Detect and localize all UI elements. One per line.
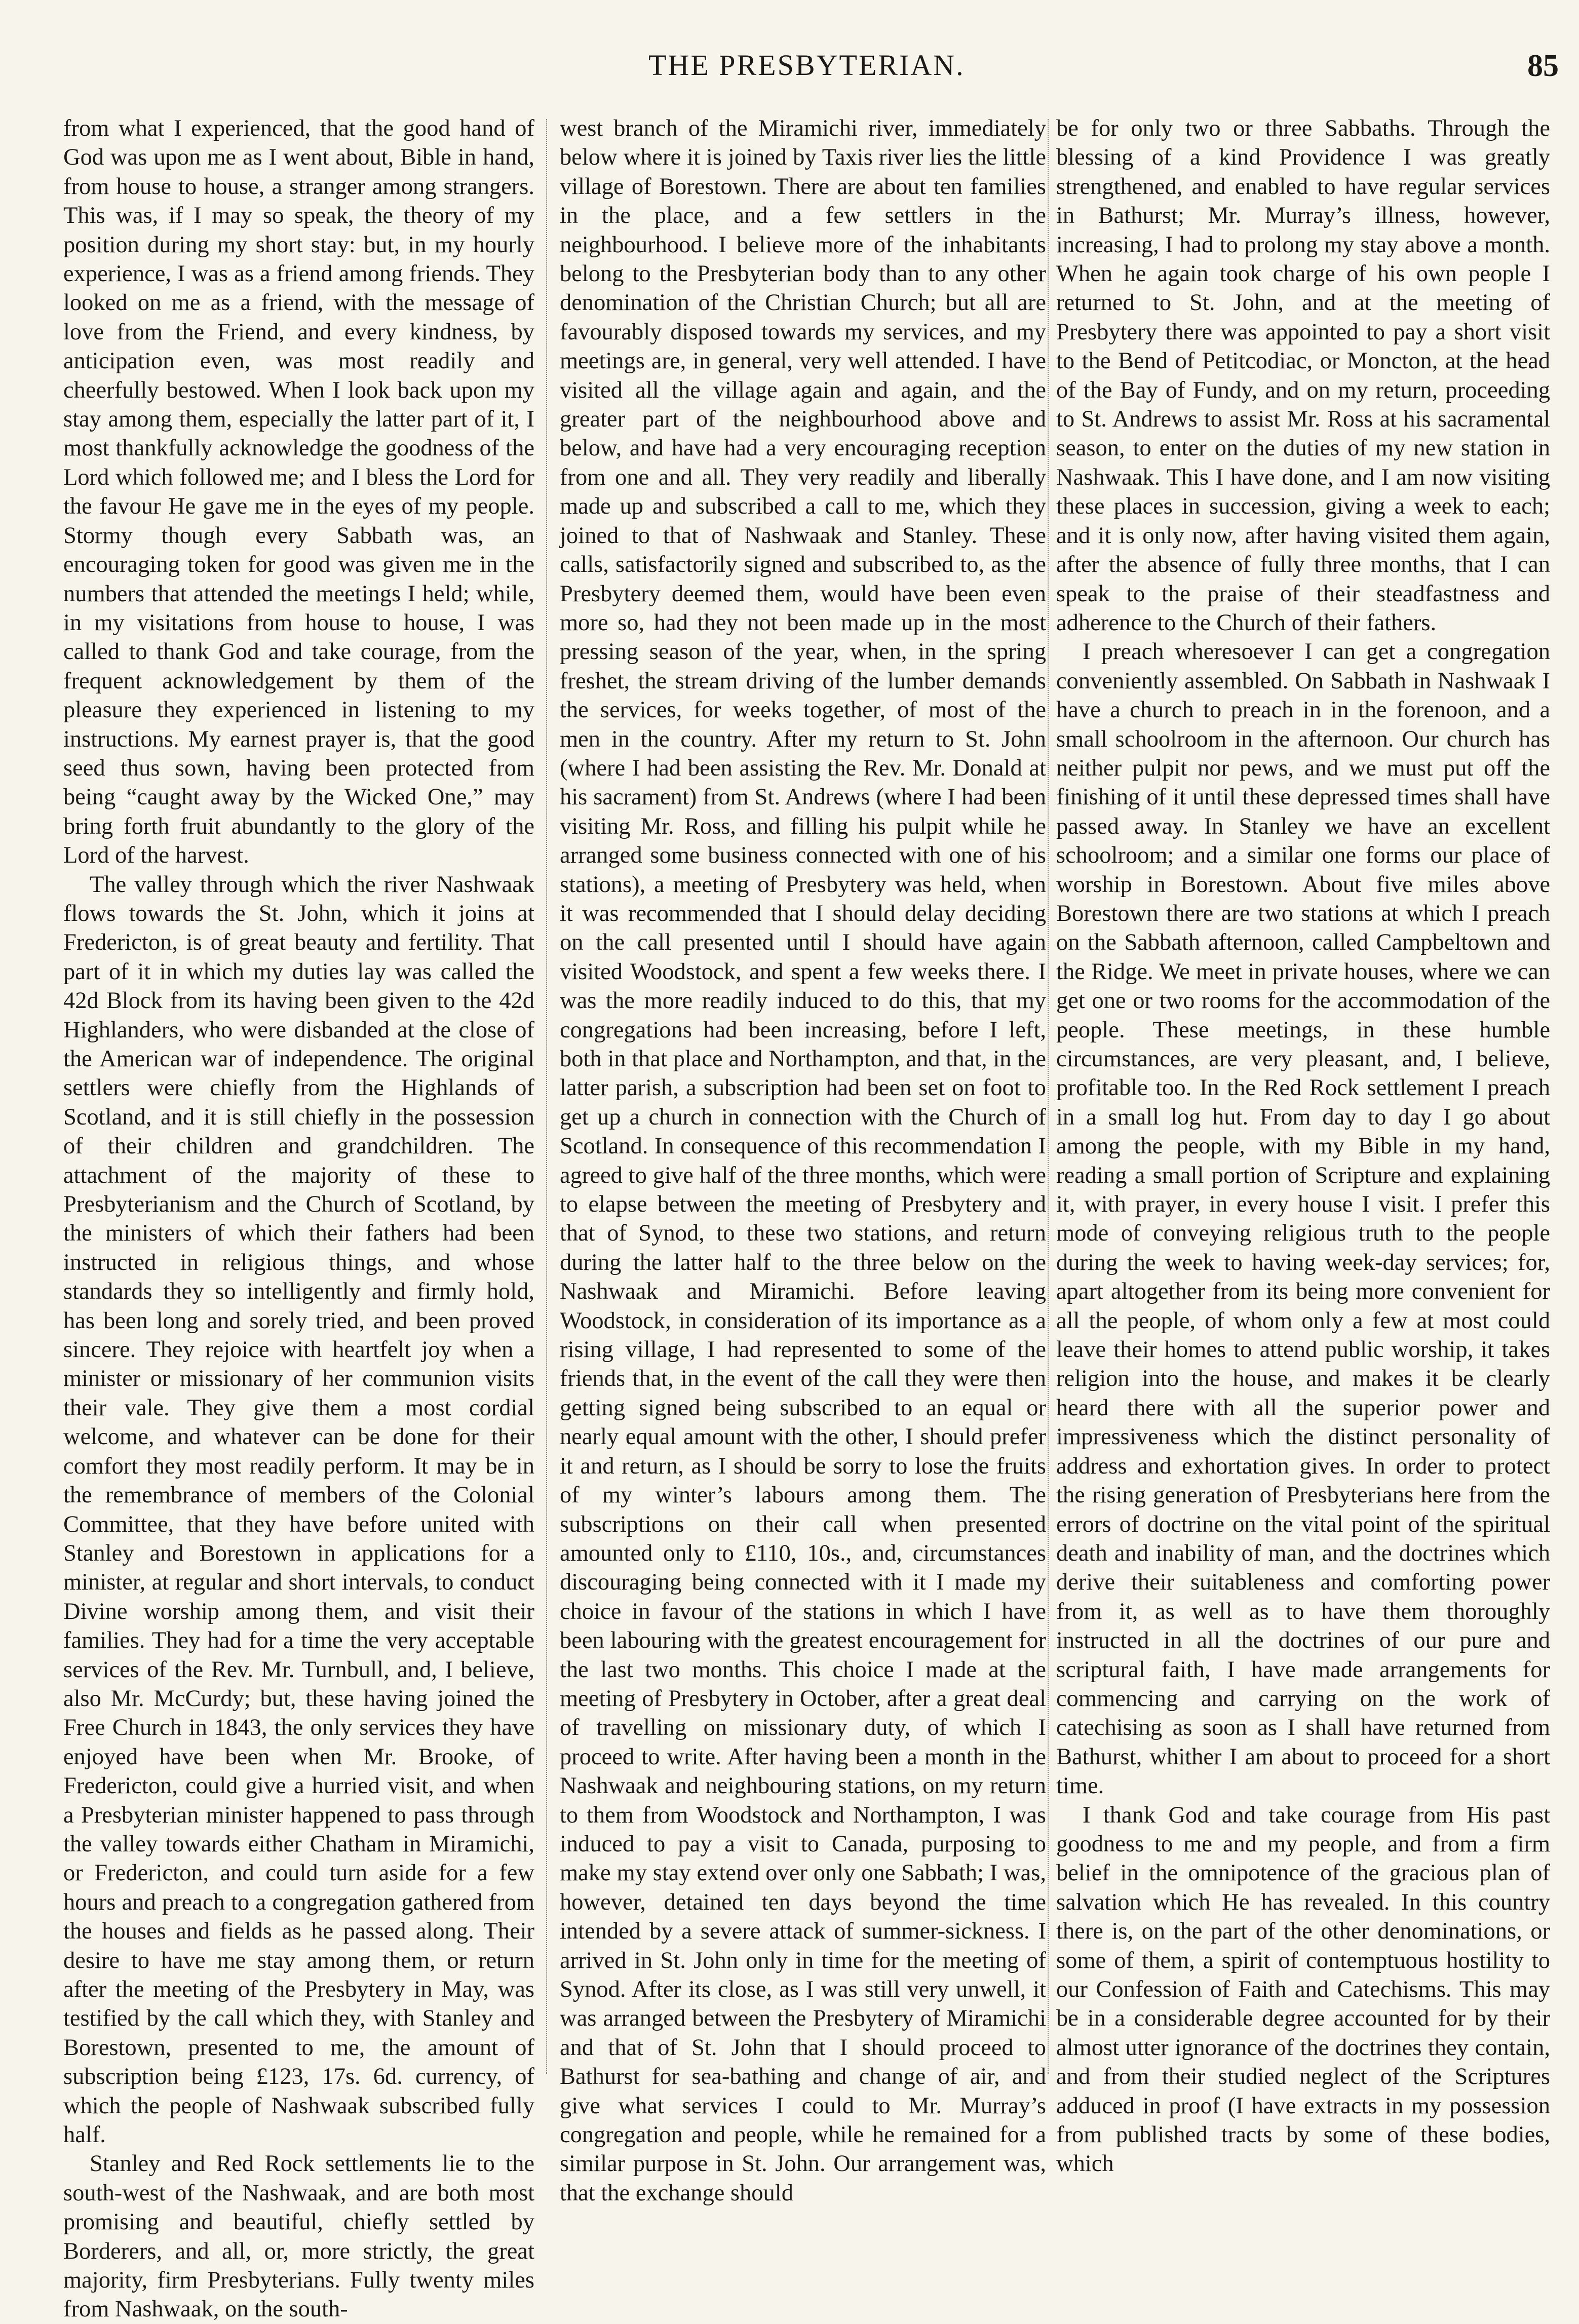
paragraph: be for only two or three Sabbaths. Through the blessing of a kind Providence I was greatly strengthened, and enabled to have regular services in Bathurst; Mr. Murray’s illness, however, increasing, I had to prolong my stay above a month. When he again took charge of his own people I returned to St. John, and at the meeting of Presbytery there was appointed to pay a short visit to the Bend of Petitcodiac, or Moncton, at the head of the Bay of Fundy, and on my return, proceeding to St. Andrews to assist Mr. Ross at his sacramental season, to enter on the duties of my new station in Nashwaak. This I have done, and I am now visiting these places in succession, giving a week to each; and it is only now, after having visited them again, after the absence of fully three months, that I can speak to the praise of their steadfastness and adherence to the Church of their fathers. [1056, 115, 1550, 636]
paragraph: from what I experienced, that the good hand of God was upon me as I went about, Bible in hand, from house to house, a stranger among strangers. This was, if I may so speak, the theory of my position during my short stay: but, in my hourly experience, I was as a friend among friends. They looked on me as a friend, with the message of love from the Friend, and every kindness, by anticipation even, was most readily and cheerfully bestowed. When I look back upon my stay among them, especially the latter part of it, I most thankfully acknowledge the goodness of the Lord which followed me; and I bless the Lord for the favour He gave me in the eyes of my people. Stormy though every Sabbath was, an encouraging token for good was given me in the numbers that attended the meetings I held; while, in my visitations from house to house, I was called to thank God and take courage, from the frequent acknowledgement by them of the pleasure they experienced in listening to my instructions. My earnest prayer is, that the good seed thus sown, having been protected from being “caught away by the Wicked One,” may bring forth fruit abundantly to the glory of the Lord of the harvest. [63, 115, 534, 869]
running-title: THE PRESBYTERIAN. [648, 49, 965, 82]
page-number: 85 [1527, 49, 1559, 83]
text-column-middle [560, 114, 1046, 2206]
text-column-right [1056, 114, 1550, 2177]
paragraph: west branch of the Miramichi river, immediately below where it is joined by Taxis river lies the little village of Borestown. There are about ten families in the place, and a few settlers in the neighbourhood. I believe more of the inhabitants belong to the Presbyterian body than to any other denomination of the Christian Church; but all are favourably disposed towards my services, and my meetings are, in general, very well attended. I have visited all the village again and again, and the greater part of the neighbourhood above and below, and have had a very encouraging reception from one and all. They very readily and liberally made up and subscribed a call to me, which they joined to that of Nashwaak and Stanley. These calls, satisfactorily signed and subscribed to, as the Presbytery deemed them, would have been even more so, had they not been made up in the most pressing season of the year, when, in the spring freshet, the stream driving of the lumber demands the services, for weeks together, of most of the men in the country. After my return to St. John (where I had been assisting the Rev. Mr. Donald at his sacrament) from St. Andrews (where I had been visiting Mr. Ross, and filling his pulpit while he arranged some business connected with one of his stations), a meeting of Presbytery was held, when it was recommended that I should delay deciding on the call presented until I should have again visited Woodstock, and spent a few weeks there. I was the more readily induced to do this, that my congregations had been increasing, before I left, both in that place and Northampton, and that, in the latter parish, a subscription had been set on foot to get up a church in connection with the Church of Scotland. In consequence of this recommendation I agreed to give half of the three months, which were to elapse between the meeting of Presbytery and that of Synod, to these two stations, and return during the latter half to the three below on the Nashwaak and Miramichi. Before leaving Woodstock, in consideration of its importance as a rising village, I had represented to some of the friends that, in the event of the call they were then getting signed being subscribed to an equal or nearly equal amount with the other, I should prefer it and return, as I should be sorry to lose the fruits of my winter’s labours among them. The subscriptions on their call when presented amounted only to £110, 10s., and, circumstances discouraging being connected with it I made my choice in favour of the stations in which I have been labouring with the greatest encouragement for the last two months. This choice I made at the meeting of Presbytery in October, after a great deal of travelling on missionary duty, of which I proceed to write. After having been a month in the Nashwaak and neighbouring stations, on my return to them from Woodstock and Northampton, I was induced to pay a visit to Canada, purposing to make my stay extend over only one Sabbath; I was, however, detained ten days beyond the time intended by a severe attack of summer-sickness. I arrived in St. John only in time for the meeting of Synod. After its close, as I was still very unwell, it was arranged between the Presbytery of Miramichi and that of St. John that I should proceed to Bathurst for sea-bathing and change of air, and give what services I could to Mr. Murray’s congregation and people, while he remained for a similar purpose in St. John. Our arrangement was, that the exchange should [560, 115, 1046, 2206]
column-divider [1048, 119, 1049, 2074]
paragraph: I thank God and take courage from His past goodness to me and my people, and from a firm belief in the omnipotence of the gracious plan of salvation which He has revealed. In this country there is, on the part of the other denominations, or some of them, a spirit of contemptuous hostility to our Confession of Faith and Catechisms. This may be in a considerable degree accounted for by their almost utter ignorance of the doctrines they contain, and from their studied neglect of the Scriptures adduced in proof (I have extracts in my possession from published tracts by some of these bodies, which [1056, 1802, 1550, 2177]
paragraph: Stanley and Red Rock settlements lie to the south-west of the Nashwaak, and are both most promising and beautiful, chiefly settled by Borderers, and all, or, more strictly, the great majority, firm Presbyterians. Fully twenty miles from Nashwaak, on the south- [63, 2151, 534, 2322]
text-column-left [63, 114, 534, 2322]
page-header [0, 48, 1579, 94]
paragraph: I preach wheresoever I can get a congregation conveniently assembled. On Sabbath in Nashwaak I have a church to preach in in the forenoon, and a small schoolroom in the afternoon. Our church has neither pulpit nor pews, and we must put off the finishing of it until these depressed times shall have passed away. In Stanley we have an excellent schoolroom; and a similar one forms our place of worship in Borestown. About five miles above Borestown there are two stations at which I preach on the Sabbath afternoon, called Campbeltown and the Ridge. We meet in private houses, where we can get one or two rooms for the accommodation of the people. These meetings, in these humble circumstances, are very pleasant, and, I believe, profitable too. In the Red Rock settlement I preach in a small log hut. From day to day I go about among the people, with my Bible in my hand, reading a small portion of Scripture and explaining it, with prayer, in every house I visit. I prefer this mode of conveying religious truth to the people during the week to having week-day services; for, apart altogether from its being more convenient for all the people, of whom only a few at most could leave their homes to attend public worship, it takes religion into the house, and makes it be clearly heard there with all the superior power and impressiveness which the distinct personality of address and exhortation gives. In order to protect the rising generation of Presbyterians here from the errors of doctrine on the vital point of the spiritual death and inability of man, and the doctrines which derive their suitableness and comforting power from it, as well as to have them thoroughly instructed in all the doctrines of our pure and scriptural faith, I have made arrangements for commencing and carrying on the work of catechising as soon as I shall have returned from Bathurst, whither I am about to proceed for a short time. [1056, 639, 1550, 1799]
column-divider [546, 119, 547, 2074]
paragraph: The valley through which the river Nashwaak flows towards the St. John, which it joins at Fredericton, is of great beauty and fertility. That part of it in which my duties lay was called the 42d Block from its having been given to the 42d Highlanders, who were disbanded at the close of the American war of independence. The original settlers were chiefly from the Highlands of Scotland, and it is still chiefly in the possession of their children and grandchildren. The attachment of the majority of these to Presbyterianism and the Church of Scotland, by the ministers of which their fathers had been instructed in religious things, and whose standards they so intelligently and firmly hold, has been long and sorely tried, and been proved sincere. They rejoice with heartfelt joy when a minister or missionary of her communion visits their vale. They give them a most cordial welcome, and whatever can be done for their comfort they most readily perform. It may be in the remembrance of members of the Colonial Committee, that they have before united with Stanley and Borestown in applications for a minister, at regular and short intervals, to conduct Divine worship among them, and visit their families. They had for a time the very acceptable services of the Rev. Mr. Turnbull, and, I believe, also Mr. McCurdy; but, these having joined the Free Church in 1843, the only services they have enjoyed have been when Mr. Brooke, of Fredericton, could give a hurried visit, and when a Presbyterian minister happened to pass through the valley towards either Chatham in Miramichi, or Fredericton, and could turn aside for a few hours and preach to a congregation gathered from the houses and fields as he passed along. Their desire to have me stay among them, or return after the meeting of the Presbytery in May, was testified by the call which they, with Stanley and Borestown, presented to me, the amount of subscription being £123, 17s. 6d. currency, of which the people of Nashwaak subscribed fully half. [63, 871, 534, 2148]
